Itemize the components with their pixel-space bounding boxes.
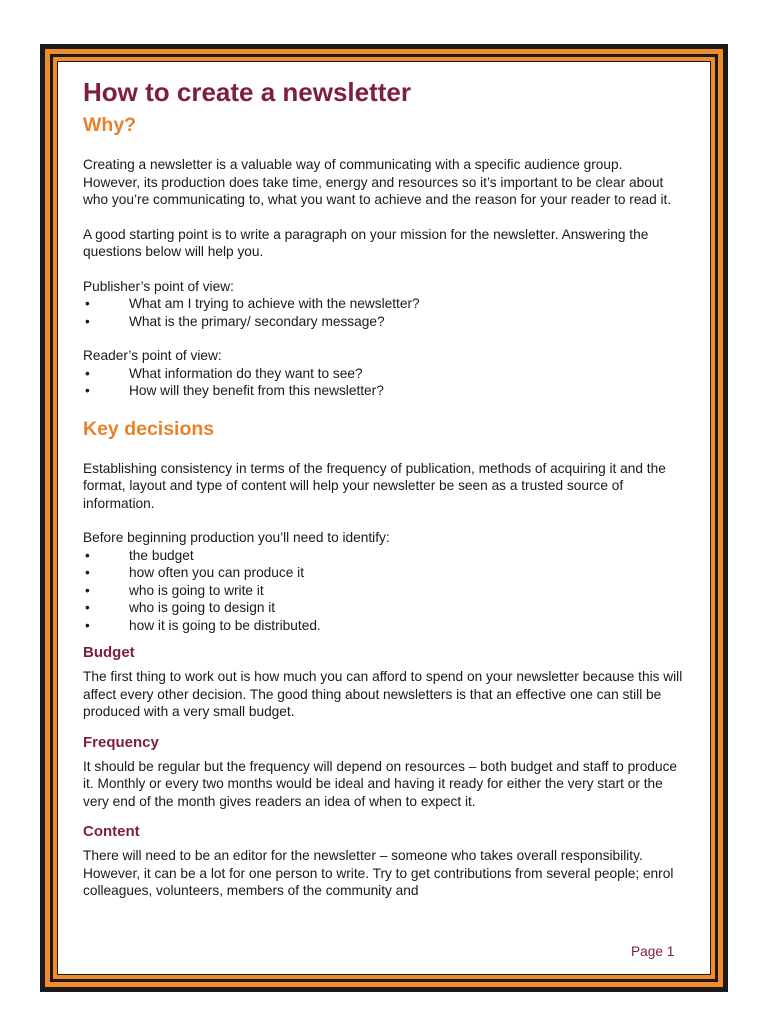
list-item: • What am I trying to achieve with the newsletter?: [85, 296, 420, 311]
bullet-icon: •: [85, 565, 90, 580]
key-decisions-paragraph: Establishing consistency in terms of the frequency of publication, methods of acquiring it and the format, layout and type of content will help your newsletter be seen as a trusted source of information.: [83, 460, 666, 511]
frequency-paragraph: It should be regular but the frequency will depend on resources – both budget and staff to produce it. Monthly or every two months would be ideal and having it ready for either the very start or the very end of the month gives readers an idea of when to expect it.: [83, 758, 678, 809]
content-paragraph: There will need to be an editor for the newsletter – someone who takes overall responsibility. However, it can be a lot for one person to write. Try to get contributions from several people; enrol colleagues, volunteers, members of the community and: [83, 848, 674, 898]
bullet-icon: •: [85, 547, 90, 563]
document-body: [83, 74, 683, 900]
bullet-icon: •: [85, 383, 90, 398]
list-item: • who is going to design it: [85, 600, 276, 615]
list-item: • How will they benefit from this newsletter?: [85, 383, 384, 398]
bullet-icon: •: [85, 365, 90, 381]
bullet-icon: •: [85, 296, 90, 311]
list-item: • the budget: [85, 547, 194, 563]
bullet-icon: •: [85, 600, 90, 615]
list-item: • who is going to write it: [85, 582, 264, 598]
publisher-label: Publisher’s point of view:: [83, 278, 234, 294]
budget-paragraph: The first thing to work out is how much you can afford to spend on your newsletter because this will affect every other decision. The good thing about newsletters is that an effective one can still be produced with a very small budget.: [83, 669, 683, 719]
page-number: Page 1: [631, 944, 675, 959]
heading-why: Why?: [83, 114, 137, 136]
list-item: • What is the primary/ secondary message?: [85, 313, 385, 329]
reader-label: Reader’s point of view:: [83, 348, 222, 363]
publisher-list: [83, 295, 683, 330]
why-paragraph-2: A good starting point is to write a paragraph on your mission for the newsletter. Answering the questions below will help you.: [83, 226, 649, 259]
bullet-icon: •: [85, 313, 90, 329]
list-item: • how often you can produce it: [85, 565, 305, 580]
why-paragraph-1: Creating a newsletter is a valuable way of communicating with a specific audience group. However, its production does take time, energy and resources so it’s important to be clear about who you’re communicating to, what you want to achieve and the reason for your reader to read it.: [83, 157, 672, 207]
list-item: • how it is going to be distributed.: [85, 617, 321, 633]
heading-key-decisions: Key decisions: [83, 417, 215, 440]
reader-list: [83, 365, 683, 400]
heading-frequency: Frequency: [83, 733, 159, 751]
heading-budget: Budget: [83, 644, 135, 661]
heading-content: Content: [83, 823, 140, 840]
identify-list: [83, 547, 683, 635]
bullet-icon: •: [85, 617, 90, 633]
page-title: How to create a newsletter: [83, 77, 411, 107]
bullet-icon: •: [85, 582, 90, 598]
list-item: • What information do they want to see?: [85, 365, 363, 381]
identify-label: Before beginning production you’ll need to identify:: [83, 530, 390, 545]
